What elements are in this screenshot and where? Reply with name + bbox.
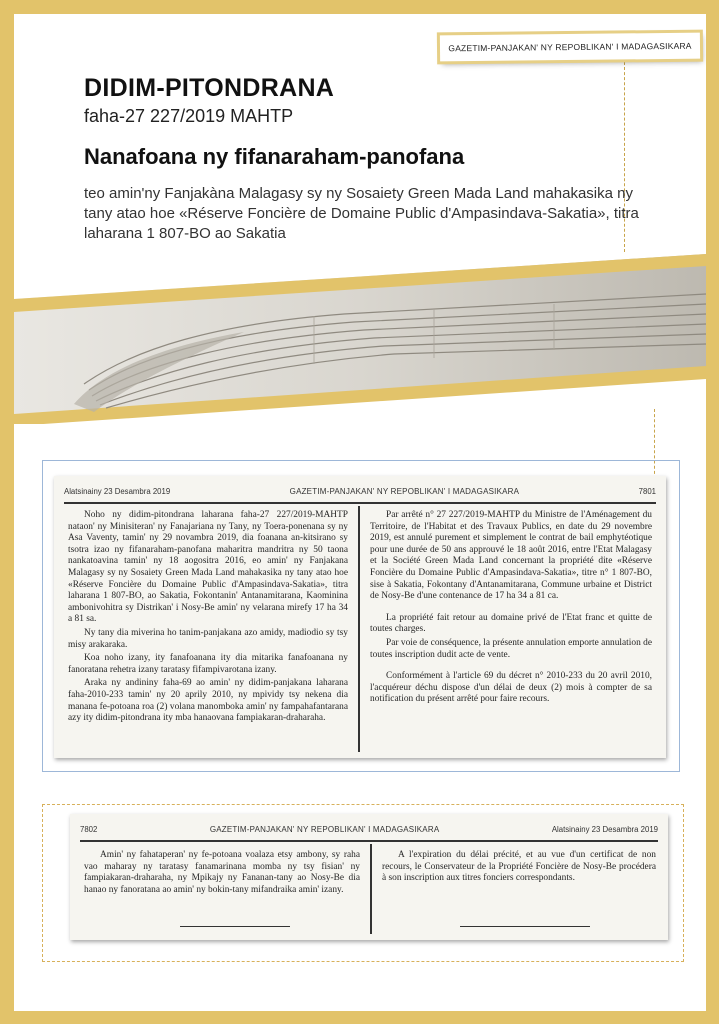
clipping-header: [80, 822, 658, 836]
malagasy-column: [68, 510, 348, 727]
clipping-page-number: 7802: [80, 824, 98, 834]
column-divider: [370, 844, 372, 934]
paragraph: La propriété fait retour au domaine privé de l'Etat franc et quitte de toutes charges.: [370, 612, 652, 635]
paragraph: Araka ny andininy faha-69 ao amin' ny didim-panjakana laharana faha-2010-233 tamin' ny 20 aprily 2010, ny mpividy tsy nekena dia manana fe-potoana roa (2) volana manomboka amin' ny fampahafantarana azy ity didim-pitondrana ity mba hanaovana fampiakaran-draharaha.: [68, 678, 348, 724]
paragraph: Amin' ny fahataperan' ny fe-potoana voalaza etsy ambony, sy raha vao maharay ny taratasy fanamarinana momba ny tsy fisian' ny fampiakaran-draharaha, ny Mpikajy ny Fananan-tany ao Nosy-Be dia hanao ny fanoratana ao amin' ny bokin-tany mifandraika amin' izany.: [84, 850, 360, 895]
paragraph: Par arrêté n° 27 227/2019-MAHTP du Ministre de l'Aménagement du Territoire, de l'Habitat et des Travaux Publics, en date du 29 novembre 2019, est annulé purement et simplement le contrat de bail emphytéotique pour une durée de 50 ans approuvé le 18 août 2016, entre l'Etat Malagasy et la Société Green Mada Land concernant la propriété dite «Réserve Foncière du Domaine Public d'Ampasindava-Sakatia», titre n° 1 807-BO, sise à Sakatia, Fokontany d'Antanamitarana, Commune urbaine et District de Nosy-Be d'une contenance de 17 ha 34 a 81 ca.: [370, 510, 652, 602]
header-rule: [64, 502, 656, 504]
page-title: DIDIM-PITONDRANA: [84, 74, 335, 102]
malagasy-column: [84, 850, 360, 898]
clipping-date: Alatsinainy 23 Desambra 2019: [551, 824, 658, 834]
end-rule: [180, 926, 290, 927]
decree-summary: teo amin'ny Fanjakàna Malagasy sy ny Sosaiety Green Mada Land mahakasika ny tany atao hoe «Réserve Foncière de Domaine Public d'Ampasindava-Sakatia», titra laharana 1 807-BO ao Sakatia: [84, 185, 639, 242]
gazette-page: [14, 14, 706, 1011]
clipping-header: [64, 484, 656, 498]
clipping-date: Alatsinainy 23 Desambra 2019: [64, 486, 171, 496]
paragraph: A l'expiration du délai précité, et au vue d'un certificat de non recours, le Conservateur de la Propriété Foncière de Nosy-Be procédera à son inscription aux titres fonciers correspondants.: [382, 850, 656, 884]
paragraph: Par voie de conséquence, la présente annulation emporte annulation de toutes inscription dudit acte de vente.: [370, 637, 652, 660]
french-column: [382, 850, 656, 887]
gazette-tag: [440, 33, 700, 62]
header-rule: [80, 840, 658, 842]
decree-reference: faha-27 227/2019 MAHTP: [84, 106, 294, 126]
decree-subject: Nanafoana ny fifanaraham-panofana: [84, 144, 465, 169]
column-divider: [358, 506, 360, 752]
gazette-clipping-7801: [54, 476, 666, 758]
paragraph: Noho ny didim-pitondrana laharana faha-27 227/2019-MAHTP nataon' ny Minisiteran' ny Fanajariana ny Tany, ny Toera-ponenana sy ny Asa Vaventy, tamin' ny 29 novambra 2019, dia foanana an-kitsirano sy tsotra izao ny fifanaraham-panofana maharitra mandritra ny 50 taona nankatoavina tamin' ny 18 aogositra 2016, eo amin' ny Fanjakana Malagasy sy ny Sosaiety Green Mada Land mahakasika ny tany atao hoe «Réserve Foncière du Domaine Public d'Ampasindava-Sakatia», titra laharana 1 807-BO, ao Sakatia, Fokontanin' Antanamitarana, Kaominina ambonivohitra sy Distrikan' i Nosy-Be amin' ny velarana mirefy 17 ha 34 a 81 sa.: [68, 510, 348, 625]
paragraph: Koa noho izany, ity fanafoanana ity dia mitarika fanafoanana ny fanoratana rehetra izany taratasy fifampivarotana izany.: [68, 653, 348, 675]
clipping-header-title: GAZETIM-PANJAKAN' NY REPOBLIKAN' I MADAGASIKARA: [289, 486, 520, 496]
clipping-page-number: 7801: [638, 486, 656, 496]
french-column: [370, 510, 652, 708]
paragraph: Ny tany dia miverina ho tanim-panjakana azo amidy, madiodio sy tsy misy arakaraka.: [68, 627, 348, 650]
clipping-header-title: GAZETIM-PANJAKAN' NY REPOBLIKAN' I MADAGASIKARA: [209, 824, 440, 834]
paragraph: Conformément à l'article 69 du décret n° 2010-233 du 20 avril 2010, l'acquéreur déchu dispose d'un délai de deux (2) mois à compter de sa notification du présent arrêté pour faire recours.: [370, 671, 652, 705]
newspaper-stack-image: [14, 254, 706, 424]
gazette-clipping-7802: [70, 814, 668, 940]
end-rule: [460, 926, 590, 927]
gazette-tag-text: GAZETIM-PANJAKAN' NY REPOBLIKAN' I MADAGASIKARA: [448, 40, 692, 54]
